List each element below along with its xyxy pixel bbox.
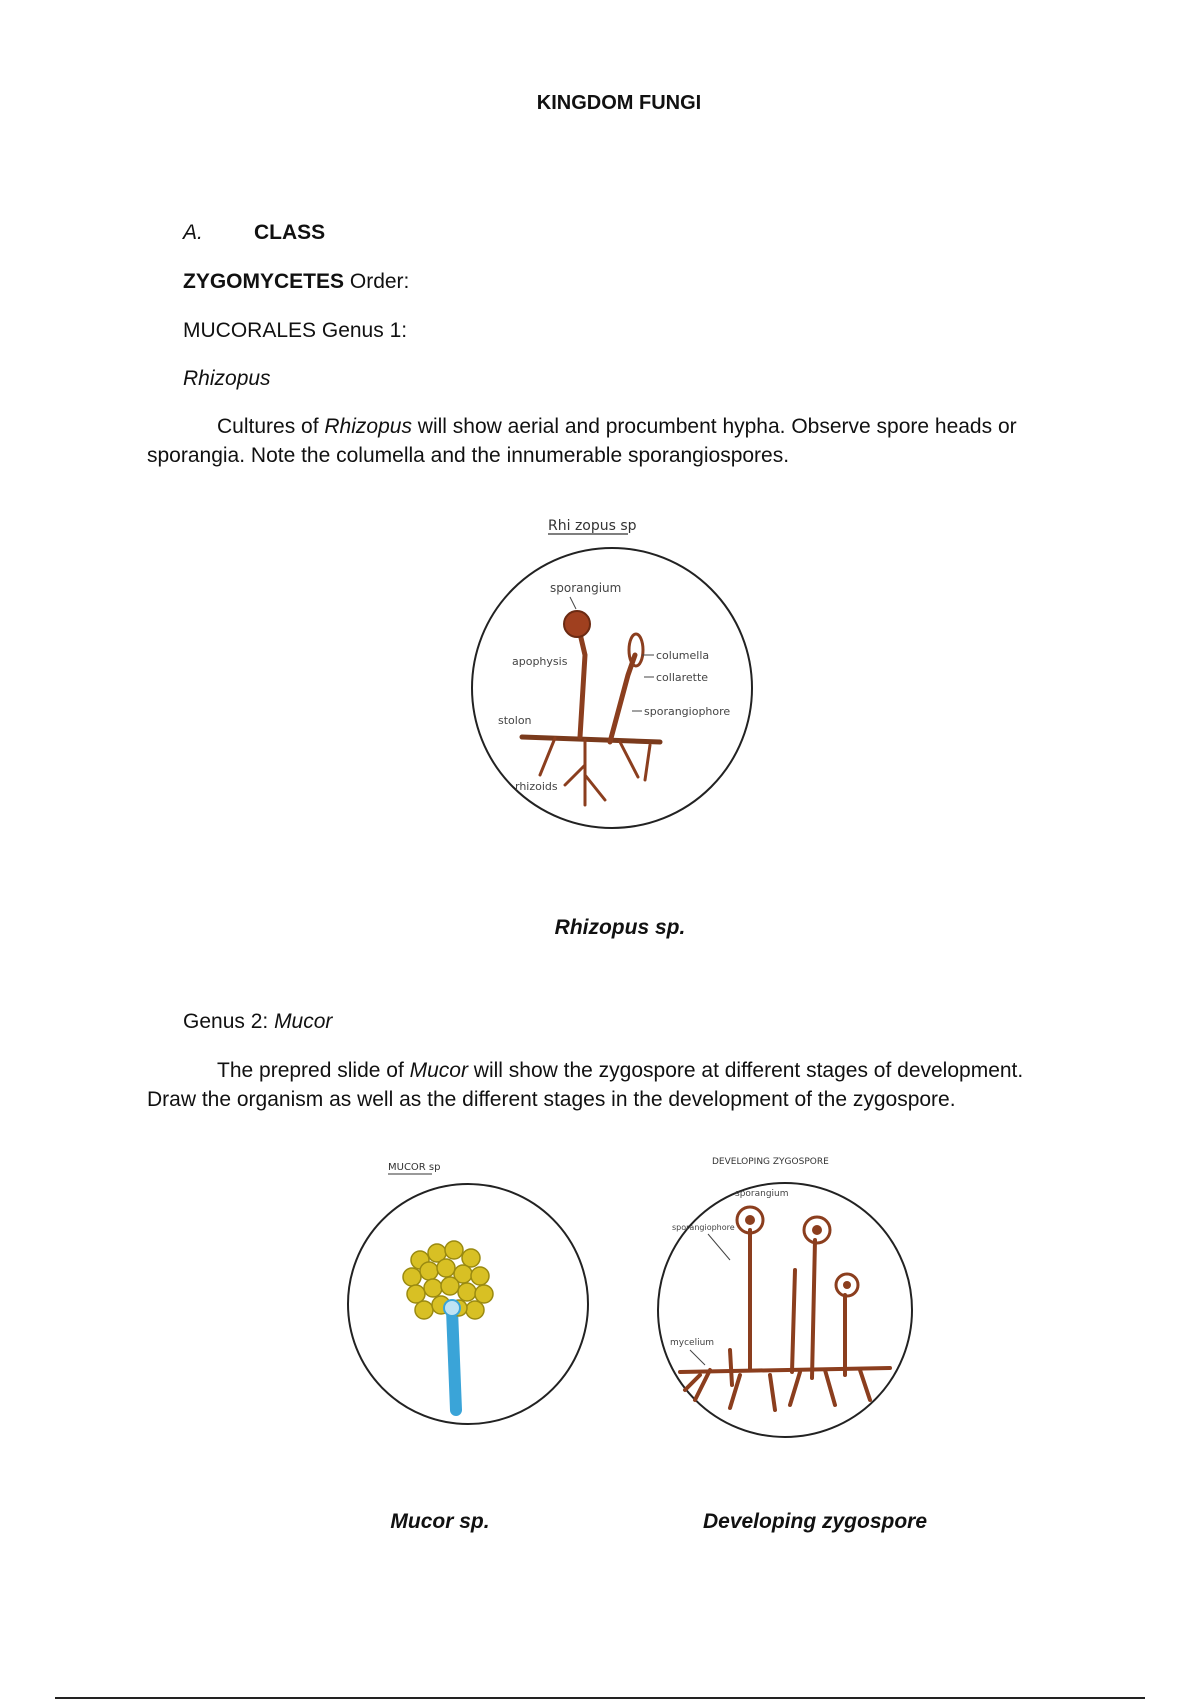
mucor-italic: Mucor — [409, 1059, 468, 1082]
genus1-label: Genus 1: — [316, 319, 408, 342]
rhizopus-caption: Rhizopus sp. — [554, 916, 686, 939]
mucor-paragraph: The prepred slide of Mucor will show the zygospore at different stages of development. Draw the organism as well as the different stages in the development of the zygospore. — [147, 1059, 1024, 1111]
svg-text:rhizoids: rhizoids — [515, 780, 558, 793]
svg-text:sporangiophore: sporangiophore — [672, 1223, 735, 1232]
mucor-figure-heading: MUCOR sp — [388, 1162, 441, 1173]
svg-text:sporangium: sporangium — [550, 581, 622, 595]
page-title: KINGDOM FUNGI — [536, 92, 702, 114]
genus2-name: Mucor — [274, 1010, 333, 1033]
svg-text:sporangium: sporangium — [735, 1189, 789, 1199]
rhizopus-paragraph: Cultures of Rhizopus will show aerial and procumbent hypha. Observe spore heads or sporangia. Note the columella and the innumerable sporangiospores. — [147, 415, 1017, 467]
order-name: MUCORALES — [183, 319, 317, 342]
class-name: ZYGOMYCETES — [183, 270, 345, 293]
svg-text:apophysis: apophysis — [512, 655, 568, 668]
zygospore-drawing — [640, 1150, 930, 1440]
svg-text:sporangiophore: sporangiophore — [644, 705, 731, 718]
genus1-name: Rhizopus — [183, 367, 271, 390]
svg-text:mycelium: mycelium — [670, 1338, 715, 1348]
footer-rule — [55, 1697, 1145, 1699]
svg-text:collarette: collarette — [656, 671, 709, 684]
class-label: CLASS — [254, 221, 326, 244]
mucor-drawing — [340, 1150, 600, 1430]
rhizopus-italic: Rhizopus — [324, 415, 412, 438]
order-label: Order: — [344, 270, 410, 293]
class-line — [183, 270, 409, 294]
svg-text:columella: columella — [656, 649, 710, 662]
order-line — [183, 319, 407, 343]
svg-text:stolon: stolon — [498, 714, 532, 727]
mucor-caption: Mucor sp. — [390, 1510, 490, 1533]
zygospore-figure-heading: DEVELOPING ZYGOSPORE — [712, 1157, 829, 1167]
rhizopus-figure-heading: Rhi zopus sp — [548, 518, 637, 534]
genus2-line: Genus 2: Mucor — [183, 1010, 333, 1033]
section-letter: A. — [183, 221, 203, 244]
rhizopus-drawing — [460, 505, 790, 845]
zygospore-caption: Developing zygospore — [702, 1510, 928, 1533]
sporangium-shape — [564, 611, 590, 637]
